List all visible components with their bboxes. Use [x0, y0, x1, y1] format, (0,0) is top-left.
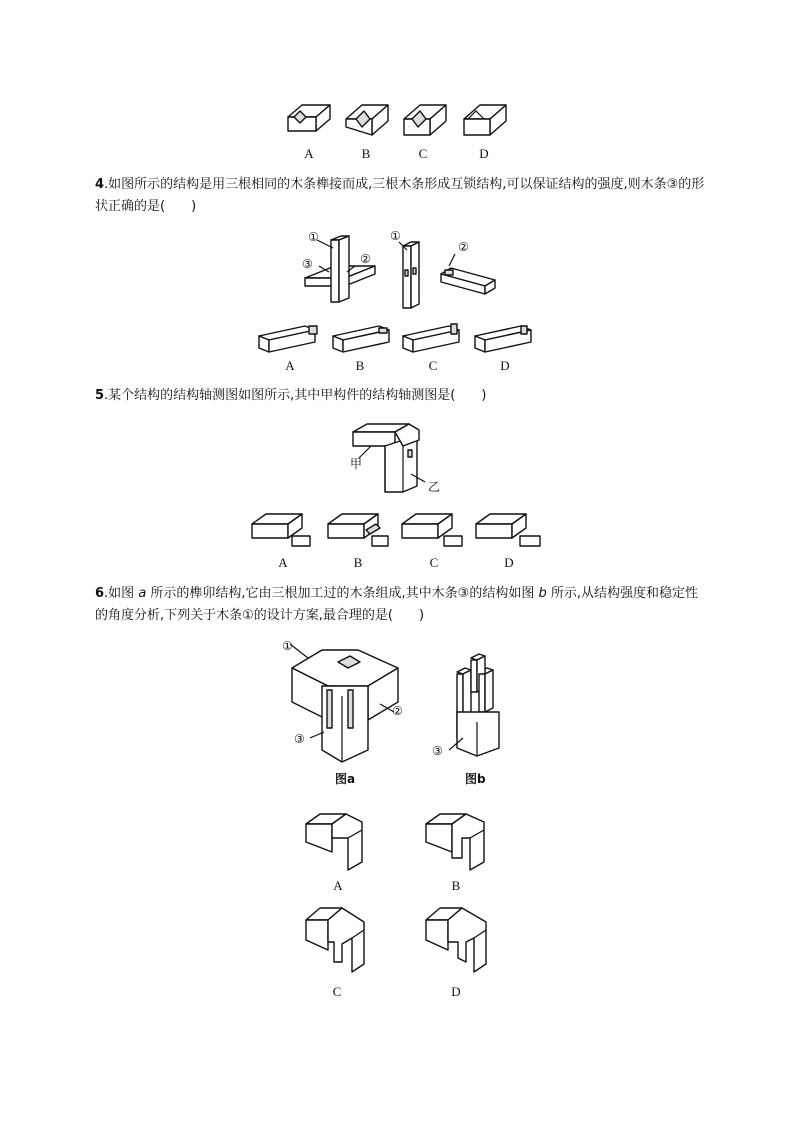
q6-option-figure-c [302, 902, 372, 978]
q5-figure-b [328, 514, 388, 546]
question-5-text: .某个结构的结构轴测图如图所示,其中甲构件的结构轴测图是( ) [104, 388, 487, 403]
question-number: 6 [95, 586, 105, 601]
q4-marker-2a: ② [360, 252, 371, 266]
question-6 [95, 583, 705, 627]
q4-option-label-c: C [428, 358, 438, 373]
q6-option-label-c: C [332, 984, 342, 999]
q5-option-label-c: C [429, 555, 439, 570]
q5-label-jia: 甲 [350, 457, 363, 471]
q6-option-figure-b [422, 808, 492, 872]
q6-option-figure-d [422, 902, 492, 978]
question-6-fig-b-ref: b [538, 586, 547, 601]
top-figure-b [346, 105, 388, 135]
q4-assembled-structure [305, 236, 375, 302]
q6-caption-a: 图a [335, 772, 356, 786]
q5-option-label-b: B [353, 555, 363, 570]
q6-figure-b [435, 652, 525, 762]
q4-option-label-d: D [500, 358, 510, 373]
q6-option-label-d: D [451, 984, 461, 999]
q6-fig-a-marker-1: ① [282, 639, 293, 653]
q5-label-yi: 乙 [428, 480, 441, 494]
top-option-label-d: D [479, 146, 489, 161]
question-5 [95, 385, 705, 407]
q4-figure-b [333, 326, 389, 352]
question-6-text-3: 所示,从结构强度和稳定性的角度分析,下列关于木条①的设计方案,最合理的是( ) [95, 586, 698, 623]
question-6-fig-a-ref: a [138, 586, 147, 601]
question-6-text-2: 所示的榫卯结构,它由三根加工过的木条组成,其中木条③的结构如图 [146, 586, 539, 601]
q5-figure-a [252, 514, 310, 546]
q4-bar-1 [403, 242, 419, 308]
top-option-figures [280, 92, 520, 147]
top-figure-d [464, 105, 506, 135]
top-figure-c [404, 105, 446, 135]
q4-figure-a [259, 326, 317, 352]
top-option-label-b: B [361, 146, 371, 161]
question-4 [95, 174, 705, 218]
q5-option-label-a: A [278, 555, 288, 570]
question-number: 4 [95, 177, 105, 192]
q5-figure-d [476, 514, 540, 546]
q4-marker-1a: ① [308, 230, 319, 244]
q6-fig-b-marker-3: ③ [432, 744, 443, 758]
question-6-text-1: .如图 [104, 586, 139, 601]
q6-option-figure-a [302, 808, 372, 872]
q6-option-label-a: A [333, 878, 343, 893]
q4-figure-d [475, 326, 531, 352]
question-number: 5 [95, 388, 105, 403]
q4-figure-c [403, 324, 459, 352]
top-option-label-c: C [418, 146, 428, 161]
q4-marker-2b: ② [458, 240, 469, 254]
q4-option-label-b: B [355, 358, 365, 373]
q4-marker-3: ③ [302, 257, 313, 271]
q5-figure-c [402, 514, 462, 546]
q4-bar-2 [441, 268, 495, 294]
q6-figure-a [280, 638, 410, 768]
q5-option-figures [248, 506, 548, 552]
q4-marker-1b: ① [390, 229, 401, 243]
q6-fig-a-marker-2: ② [392, 704, 403, 718]
q5-option-label-d: D [504, 555, 514, 570]
q6-fig-a-marker-3: ③ [294, 732, 305, 746]
q6-caption-b: 图b [465, 772, 486, 786]
top-figure-a [288, 105, 330, 131]
top-option-label-a: A [304, 146, 314, 161]
question-4-text: .如图所示的结构是用三根相同的木条榫接而成,三根木条形成互锁结构,可以保证结构的强度,则木条③的形状正确的是( ) [95, 177, 705, 214]
q4-option-figures [255, 322, 545, 356]
q6-option-label-b: B [451, 878, 461, 893]
q4-option-label-a: A [285, 358, 295, 373]
